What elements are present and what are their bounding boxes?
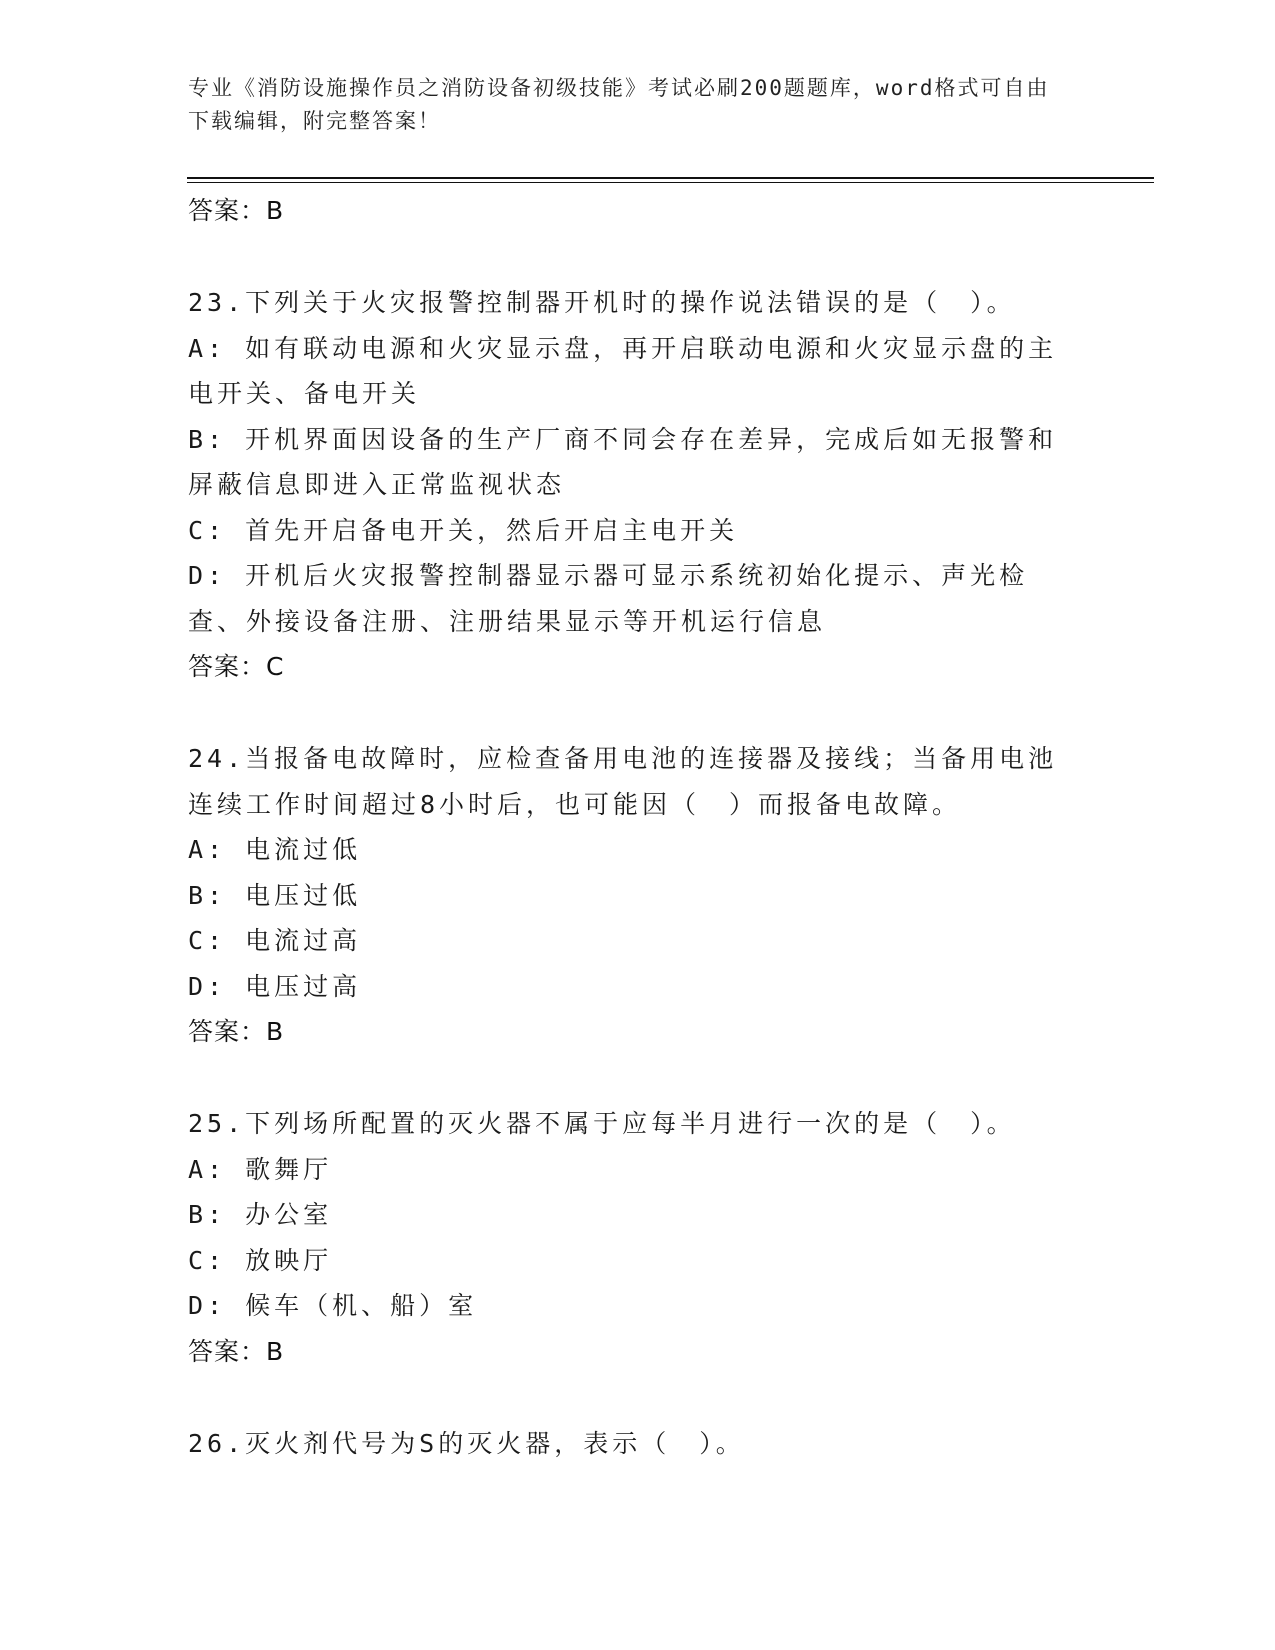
question-block	[188, 280, 1068, 690]
answer-label: 答案：B	[188, 196, 285, 225]
option-b: B: 办公室	[188, 1200, 333, 1229]
spacer	[188, 1375, 1068, 1421]
answer-label: 答案：B	[188, 1336, 285, 1366]
option-d: D: 候车（机、船）室	[188, 1291, 478, 1320]
option-b: B: 电压过低	[188, 880, 362, 910]
question-block	[188, 1101, 1068, 1375]
question-stem: 24.当报备电故障时，应检查备用电池的连接器及接线；当备用电池连续工作时间超过8小时后，也可能因（ ）而报备电故障。	[188, 744, 1058, 819]
spacer	[188, 690, 1068, 736]
spacer	[188, 1055, 1068, 1101]
option-c: C: 放映厅	[188, 1245, 333, 1275]
answer-label: 答案：B	[188, 1017, 285, 1046]
question-stem: 25.下列场所配置的灭火器不属于应每半月进行一次的是（ ）。	[188, 1109, 1016, 1138]
question-list	[188, 188, 1068, 1466]
header-rule	[187, 177, 1154, 179]
question-stem: 26.灭火剂代号为S的灭火器，表示（ ）。	[188, 1428, 745, 1458]
option-a: A: 如有联动电源和火灾显示盘，再开启联动电源和火灾显示盘的主电开关、备电开关	[188, 333, 1058, 408]
spacer	[188, 234, 1068, 280]
question-block	[188, 736, 1068, 1055]
option-a: A: 电流过低	[188, 835, 362, 864]
question-block	[188, 1421, 1068, 1467]
option-d: D: 电压过高	[188, 971, 362, 1001]
option-c: C: 电流过高	[188, 926, 362, 955]
option-d: D: 开机后火灾报警控制器显示器可显示系统初始化提示、声光检查、外接设备注册、注册结果显示等开机运行信息	[188, 561, 1029, 636]
header-rule-thin	[187, 182, 1154, 183]
question-stem: 23.下列关于火灾报警控制器开机时的操作说法错误的是（ ）。	[188, 288, 1016, 317]
answer-label: 答案：C	[188, 652, 285, 681]
option-b: B: 开机界面因设备的生产厂商不同会存在差异，完成后如无报警和屏蔽信息即进入正常监视状态	[188, 424, 1058, 499]
page-header: 专业《消防设施操作员之消防设备初级技能》考试必刷200题题库，word格式可自由下载编辑，附完整答案！	[188, 76, 1050, 133]
option-a: A: 歌舞厅	[188, 1154, 333, 1184]
option-c: C: 首先开启备电开关，然后开启主电开关	[188, 515, 739, 545]
